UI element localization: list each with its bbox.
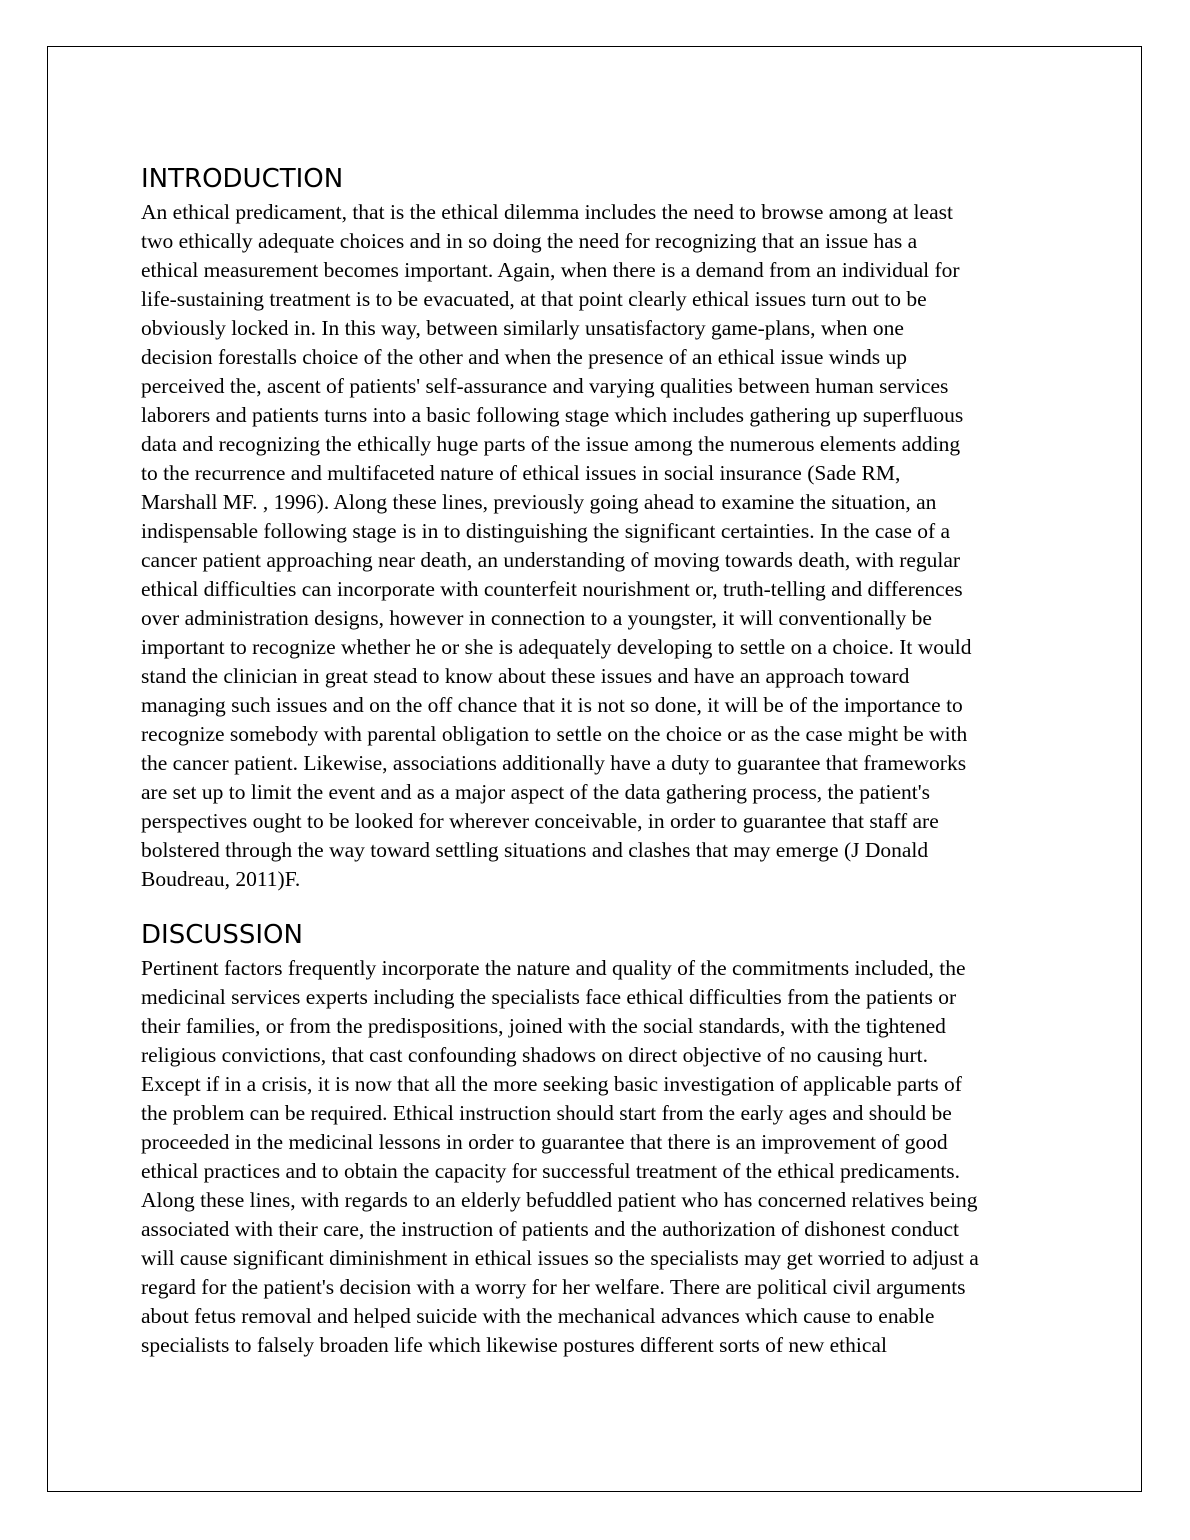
text-line: obviously locked in. In this way, between similarly unsatisfactory game-plans, when one xyxy=(141,316,904,340)
text-line: Along these lines, with regards to an elderly befuddled patient who has concerned relatives being xyxy=(141,1188,978,1212)
text-line: laborers and patients turns into a basic following stage which includes gathering up superfluous xyxy=(141,403,964,427)
text-line: Pertinent factors frequently incorporate the nature and quality of the commitments included, the xyxy=(141,956,966,980)
text-line: cancer patient approaching near death, an understanding of moving towards death, with regular xyxy=(141,548,961,572)
text-line: life-sustaining treatment is to be evacuated, at that point clearly ethical issues turn out to be xyxy=(141,287,927,311)
text-line: associated with their care, the instruction of patients and the authorization of dishonest conduct xyxy=(141,1217,959,1241)
text-line: stand the clinician in great stead to know about these issues and have an approach toward xyxy=(141,664,910,688)
text-line: proceeded in the medicinal lessons in order to guarantee that there is an improvement of good xyxy=(141,1130,948,1154)
text-line: two ethically adequate choices and in so doing the need for recognizing that an issue has a xyxy=(141,229,918,253)
text-line: the problem can be required. Ethical instruction should start from the early ages and should be xyxy=(141,1101,952,1125)
text-line: ethical difficulties can incorporate with counterfeit nourishment or, truth-telling and differences xyxy=(141,577,963,601)
document-body xyxy=(141,160,1056,1360)
text-line: the cancer patient. Likewise, associations additionally have a duty to guarantee that frameworks xyxy=(141,751,967,775)
discussion-paragraph xyxy=(141,954,1056,1360)
discussion-heading: DISCUSSION xyxy=(141,920,303,950)
text-line: indispensable following stage is in to distinguishing the significant certainties. In the case of a xyxy=(141,519,951,543)
text-line: managing such issues and on the off chance that it is not so done, it will be of the importance to xyxy=(141,693,963,717)
text-line: An ethical predicament, that is the ethical dilemma includes the need to browse among at least xyxy=(141,200,953,224)
text-line: about fetus removal and helped suicide with the mechanical advances which cause to enable xyxy=(141,1304,935,1328)
text-line: bolstered through the way toward settling situations and clashes that may emerge (J Donald xyxy=(141,838,929,862)
text-line: ethical practices and to obtain the capacity for successful treatment of the ethical predicaments. xyxy=(141,1159,961,1183)
text-line: ethical measurement becomes important. Again, when there is a demand from an individual for xyxy=(141,258,960,282)
text-line: will cause significant diminishment in ethical issues so the specialists may get worried to adjust a xyxy=(141,1246,979,1270)
text-line: Boudreau, 2011)F. xyxy=(141,867,301,891)
text-line: specialists to falsely broaden life which likewise postures different sorts of new ethical xyxy=(141,1333,887,1357)
text-line: regard for the patient's decision with a worry for her welfare. There are political civil arguments xyxy=(141,1275,966,1299)
text-line: data and recognizing the ethically huge parts of the issue among the numerous elements adding xyxy=(141,432,961,456)
introduction-heading: INTRODUCTION xyxy=(141,164,344,194)
text-line: to the recurrence and multifaceted nature of ethical issues in social insurance (Sade RM, xyxy=(141,461,901,485)
text-line: recognize somebody with parental obligation to settle on the choice or as the case might be with xyxy=(141,722,968,746)
text-line: their families, or from the predispositions, joined with the social standards, with the tightened xyxy=(141,1014,946,1038)
text-line: are set up to limit the event and as a major aspect of the data gathering process, the patient's xyxy=(141,780,930,804)
text-line: decision forestalls choice of the other and when the presence of an ethical issue winds up xyxy=(141,345,907,369)
text-line: over administration designs, however in connection to a youngster, it will conventionally be xyxy=(141,606,932,630)
introduction-paragraph xyxy=(141,198,1056,894)
text-line: perceived the, ascent of patients' self-assurance and varying qualities between human services xyxy=(141,374,949,398)
text-line: medicinal services experts including the specialists face ethical difficulties from the patients or xyxy=(141,985,957,1009)
text-line: Marshall MF. , 1996). Along these lines, previously going ahead to examine the situation, an xyxy=(141,490,937,514)
text-line: religious convictions, that cast confounding shadows on direct objective of no causing hurt. xyxy=(141,1043,928,1067)
text-line: Except if in a crisis, it is now that all the more seeking basic investigation of applicable parts of xyxy=(141,1072,962,1096)
text-line: perspectives ought to be looked for wherever conceivable, in order to guarantee that staff are xyxy=(141,809,939,833)
text-line: important to recognize whether he or she is adequately developing to settle on a choice. It would xyxy=(141,635,972,659)
